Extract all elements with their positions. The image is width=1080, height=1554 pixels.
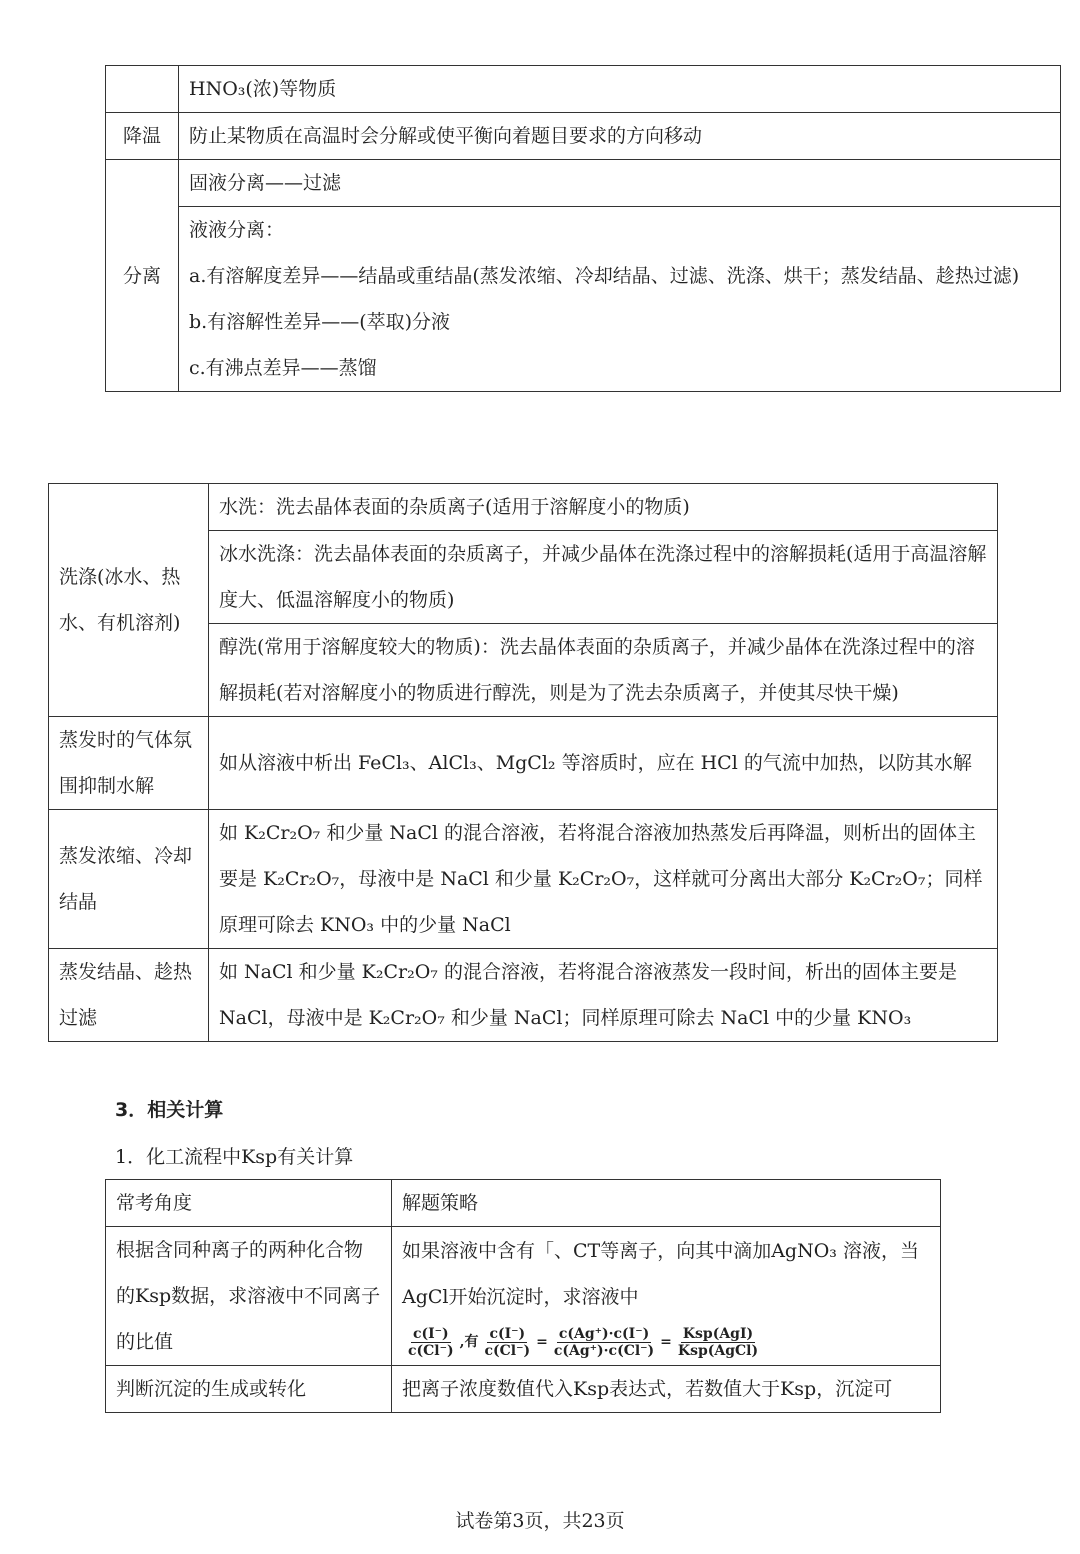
cell-r1-angle: 根据含同种离子的两种化合物的Ksp数据，求溶液中不同离子的比值	[106, 1227, 392, 1366]
liquid-a: a.有溶解度差异——结晶或重结晶(蒸发浓缩、冷却结晶、过滤、洗涤、烘干；蒸发结晶、趁热过滤)	[189, 265, 1020, 287]
table-row	[49, 949, 998, 1042]
table-row	[106, 1180, 941, 1227]
ksp-ratio-formula: $\frac{c(I^-)}{c(Cl^-)}$ ,有 $\frac{c(I^-)}{c(Cl^-)}$ = $\frac{c(Ag^+)\cdot c(I^-)}{c(Ag^+)\cdot c(Cl^-)}$ = $\frac{\text{Ksp(AgI)}}{\text{Ksp(AgCl)}}$	[408, 1325, 759, 1359]
table-washing	[48, 483, 998, 1042]
cell-gas-atmosphere: 如从溶液中析出 FeCl₃、AlCl₃、MgCl₂ 等溶质时，应在 HCl 的气流中加热，以防其水解	[209, 717, 998, 810]
cell-ice-wash: 冰水洗涤：洗去晶体表面的杂质离子，并减少晶体在洗涤过程中的溶解损耗(适用于高温溶解度大、低温溶解度小的物质)	[209, 531, 998, 624]
table-row	[106, 1227, 941, 1366]
label-washing: 洗涤(冰水、热水、有机溶剂)	[49, 484, 209, 717]
equals-sign: =	[660, 1334, 672, 1350]
cell-cool-crystallize: 如 K₂Cr₂O₇ 和少量 NaCl 的混合溶液，若将混合溶液加热蒸发后再降温，则析出的固体主要是 K₂Cr₂O₇，母液中是 NaCl 和少量 K₂Cr₂O₇，这样就可分离出大部分 K₂Cr₂O₇；同样原理可除去 KNO₃ 中的少量 NaCl	[209, 810, 998, 949]
table-row	[106, 113, 1061, 160]
cell-r1-strategy	[392, 1227, 941, 1366]
liquid-b: b.有溶解性差异——(萃取)分液	[189, 311, 451, 333]
table-ksp	[105, 1179, 941, 1413]
table-row	[49, 484, 998, 531]
cell-r2-angle: 判断沉淀的生成或转化	[106, 1366, 392, 1413]
cell-hot-filter: 如 NaCl 和少量 K₂Cr₂O₇ 的混合溶液，若将混合溶液蒸发一段时间，析出的固体主要是 NaCl，母液中是 K₂Cr₂O₇ 和少量 NaCl；同样原理可除去 NaCl 中的少量 KNO₃	[209, 949, 998, 1042]
label-cooling: 降温	[106, 113, 179, 160]
cell-water-wash: 水洗：洗去晶体表面的杂质离子(适用于溶解度小的物质)	[209, 484, 998, 531]
table-separation	[105, 65, 1061, 392]
header-angle: 常考角度	[106, 1180, 392, 1227]
table-row	[106, 160, 1061, 207]
cell-hno3: HNO₃(浓)等物质	[179, 66, 1061, 113]
section-subheading: 1．化工流程中Ksp有关计算	[115, 1146, 354, 1168]
fraction: $\frac{c(Ag^+)\cdot c(I^-)}{c(Ag^+)\cdot c(Cl^-)}$	[553, 1325, 655, 1359]
section-heading: 3．相关计算	[115, 1099, 224, 1121]
table-row	[49, 810, 998, 949]
page-footer: 试卷第3页，共23页	[455, 1510, 625, 1532]
liquid-c: c.有沸点差异——蒸馏	[189, 357, 377, 379]
cell-cooling: 防止某物质在高温时会分解或使平衡向着题目要求的方向移动	[179, 113, 1061, 160]
cell-solid-liquid: 固液分离——过滤	[179, 160, 1061, 207]
label-cool-crystallize: 蒸发浓缩、冷却结晶	[49, 810, 209, 949]
table-row	[106, 207, 1061, 392]
label-hot-filter: 蒸发结晶、趁热过滤	[49, 949, 209, 1042]
fraction: $\frac{c(I^-)}{c(Cl^-)}$	[484, 1325, 531, 1359]
table-row	[106, 66, 1061, 113]
table-row	[49, 717, 998, 810]
r1-strategy-text: 如果溶液中含有「、CT等离子，向其中滴加AgNO₃ 溶液，当AgCl开始沉淀时，求溶液中	[402, 1239, 919, 1308]
liquid-title: 液液分离：	[189, 219, 285, 241]
cell-alcohol-wash: 醇洗(常用于溶解度较大的物质)：洗去晶体表面的杂质离子，并减少晶体在洗涤过程中的溶解损耗(若对溶解度小的物质进行醇洗，则是为了洗去杂质离子，并使其尽快干燥)	[209, 624, 998, 717]
fraction: $\frac{\text{Ksp(AgI)}}{\text{Ksp(AgCl)}}$	[677, 1325, 759, 1359]
cell-r2-strategy: 把离子浓度数值代入Ksp表达式，若数值大于Ksp，沉淀可	[392, 1366, 941, 1413]
equals-sign: =	[536, 1334, 548, 1350]
fraction: $\frac{c(I^-)}{c(Cl^-)}$	[408, 1325, 454, 1359]
cell-liquid-liquid	[179, 207, 1061, 392]
table-row	[106, 1366, 941, 1413]
label-separation: 分离	[106, 160, 179, 392]
label-gas-atmosphere: 蒸发时的气体氛围抑制水解	[49, 717, 209, 810]
header-strategy: 解题策略	[392, 1180, 941, 1227]
